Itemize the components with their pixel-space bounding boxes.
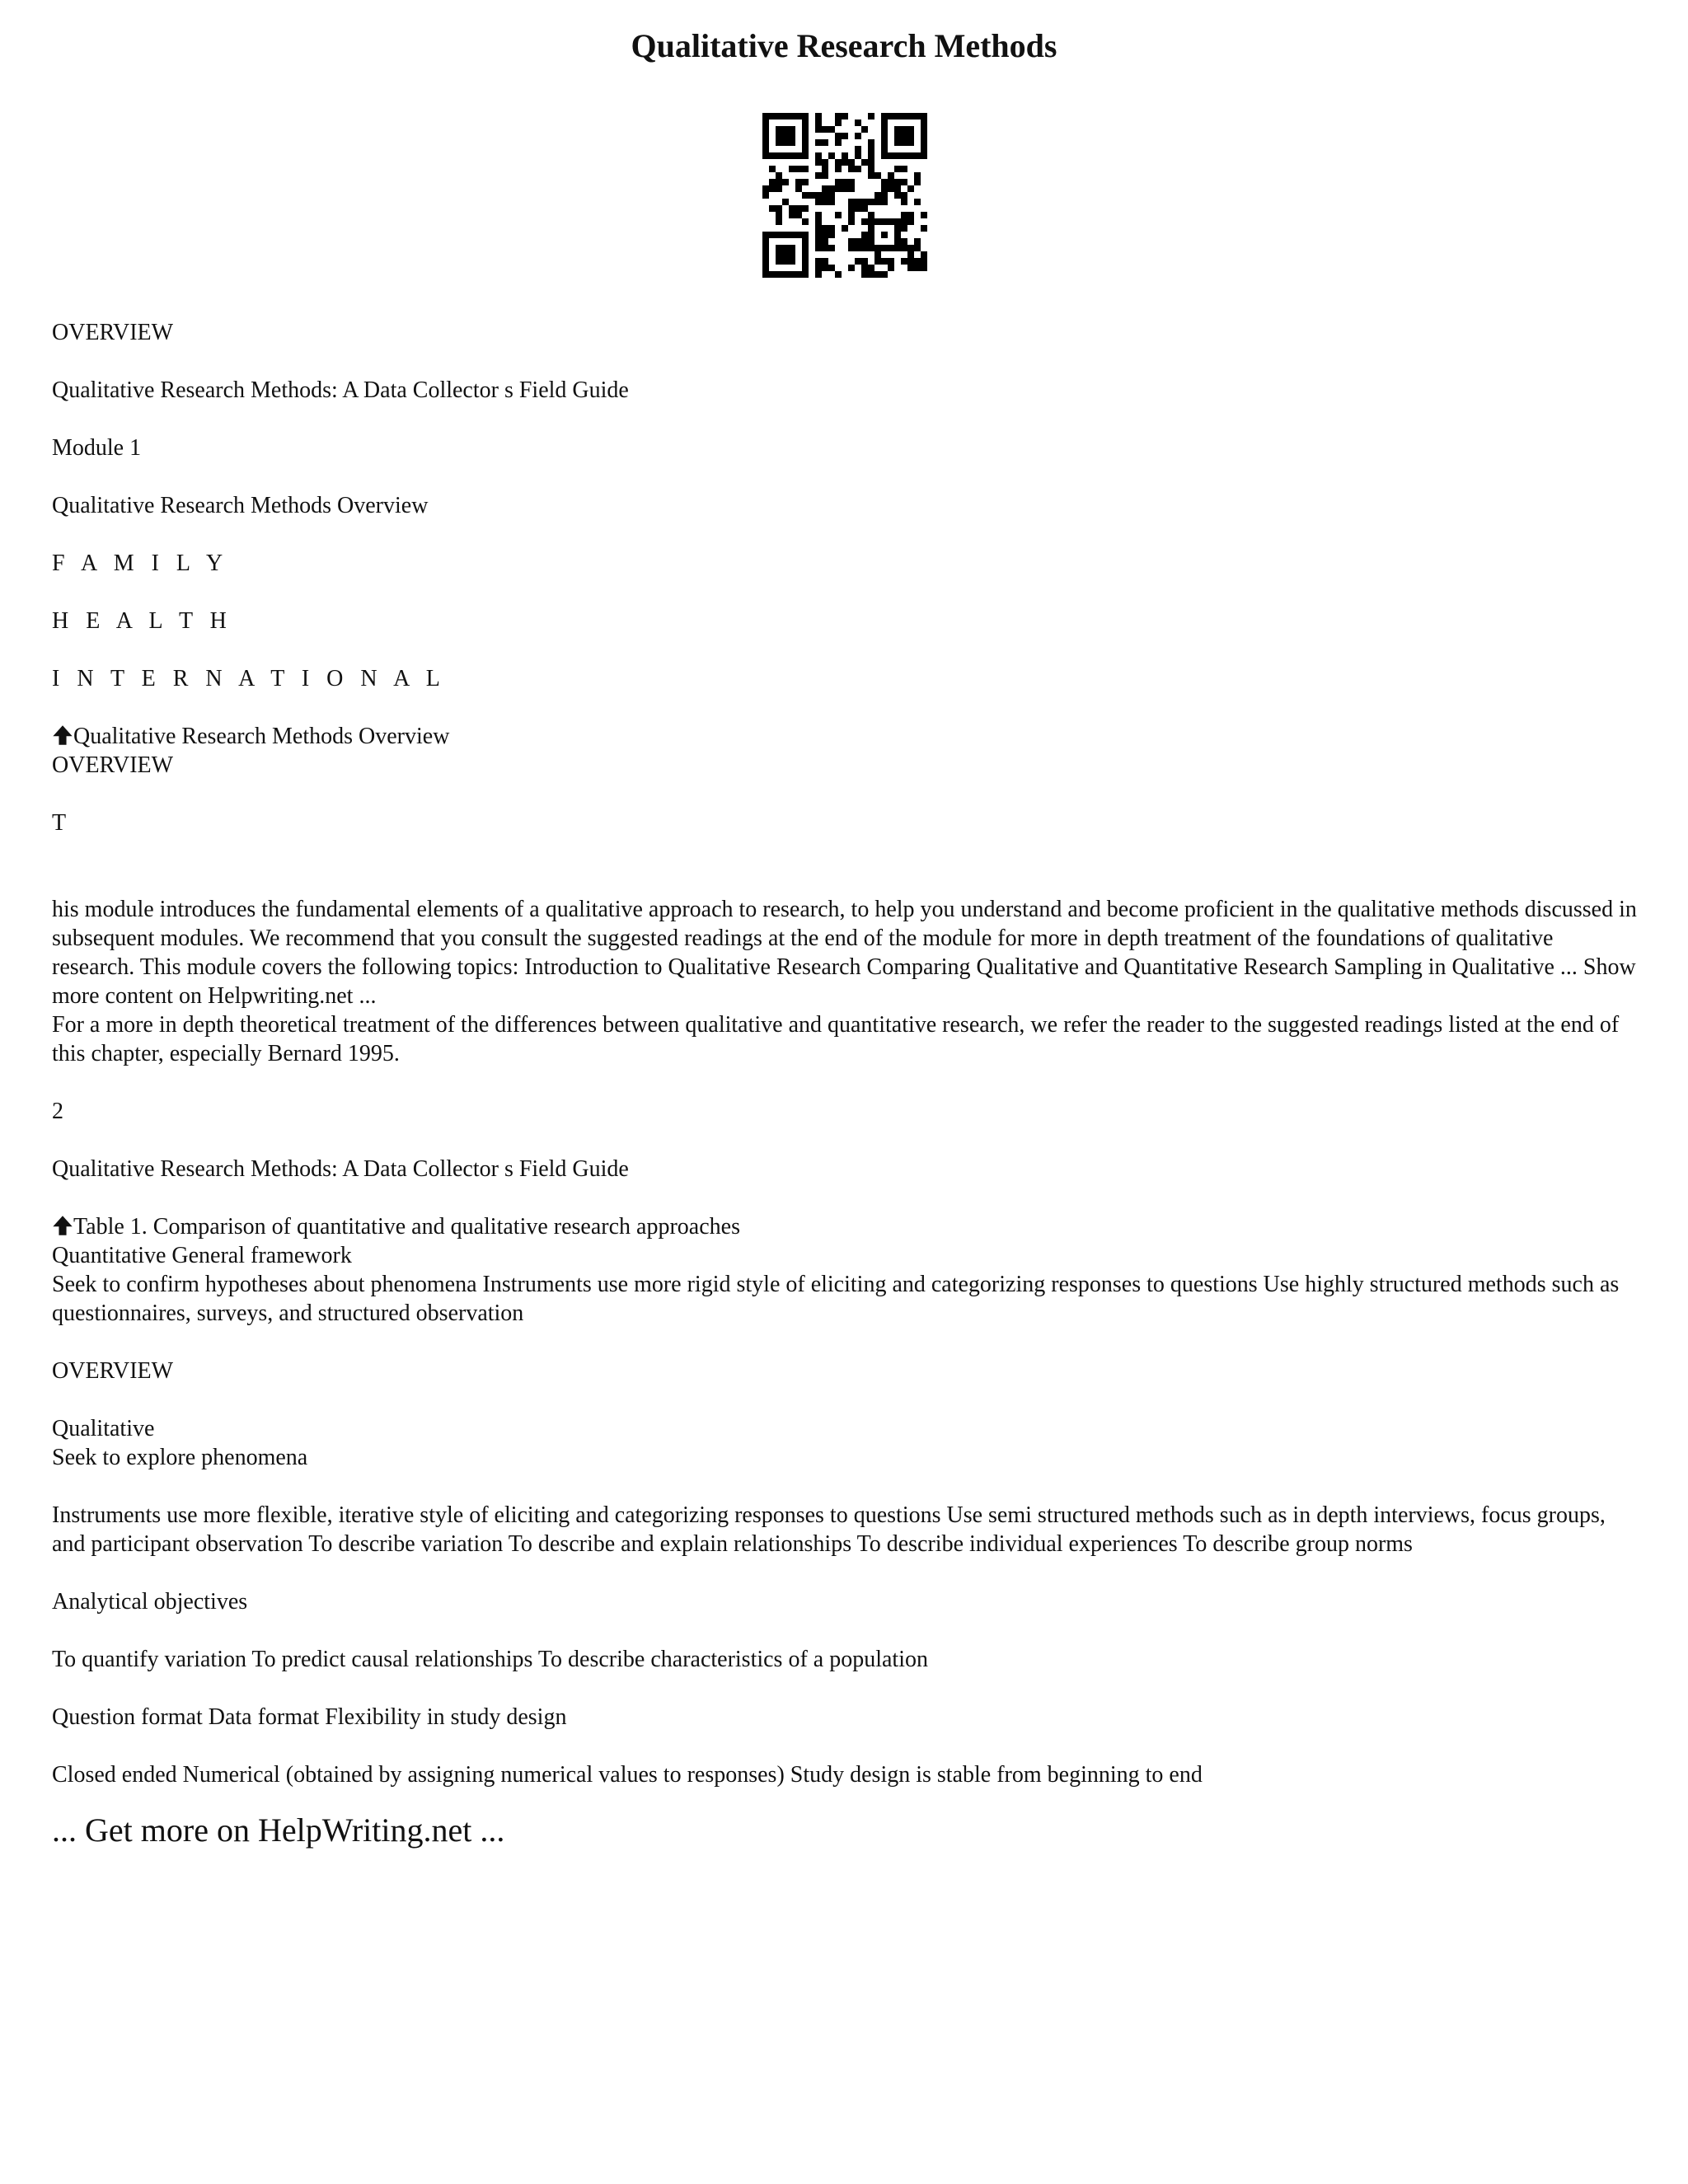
quantitative-framework: Quantitative General framework	[52, 1243, 352, 1268]
document-body	[52, 318, 1639, 1881]
guide-title: Qualitative Research Methods: A Data Collector s Field Guide	[52, 377, 629, 403]
module-number: Module 1	[52, 435, 142, 461]
overview-label-3: OVERVIEW	[52, 1358, 174, 1384]
formats-values: Closed ended Numerical (obtained by assigning numerical values to responses) Study design is stable from beginning to end	[52, 1762, 1203, 1788]
overview-label-2: OVERVIEW	[52, 752, 174, 778]
qr-code-icon	[762, 113, 927, 278]
overview-label: OVERVIEW	[52, 320, 174, 345]
spacer	[52, 866, 1639, 895]
qualitative-description: Instruments use more flexible, iterative style of eliciting and categorizing responses to questions Use semi structured methods such as in depth interviews, focus groups, and participant observation To describe variation To describe and explain relationships To describe individual experiences To describe group norms	[52, 1502, 1606, 1557]
get-more-link[interactable]: ... Get more on HelpWriting.net ...	[52, 1811, 505, 1849]
page-title: Qualitative Research Methods	[631, 27, 1057, 64]
module-title: Qualitative Research Methods Overview	[52, 493, 429, 518]
page-number: 2	[52, 1099, 63, 1124]
qualitative-label: Qualitative	[52, 1416, 155, 1441]
table-caption: Table 1. Comparison of quantitative and qualitative research approaches	[73, 1214, 740, 1240]
quantitative-description: Seek to confirm hypotheses about phenomena Instruments use more rigid style of eliciting and categorizing responses to questions Use highly structured methods such as questionnaires, surveys, and structured observation	[52, 1272, 1620, 1326]
table-caption-line	[52, 1212, 1639, 1241]
arrow-up-icon	[52, 724, 73, 746]
quantitative-objectives: To quantify variation To predict causal relationships To describe characteristics of a population	[52, 1647, 928, 1672]
spacer	[52, 1789, 1639, 1809]
health-heading: H E A L T H	[52, 608, 232, 634]
followup-paragraph: For a more in depth theoretical treatment of the differences between qualitative and quantitative research, we refer the reader to the suggested readings listed at the end of this chapter, especially Bernard 1995.	[52, 1012, 1620, 1066]
arrow-up-icon	[52, 1215, 73, 1236]
section-heading-line	[52, 722, 1639, 751]
international-heading: I N T E R N A T I O N A L	[52, 666, 446, 691]
analytical-objectives: Analytical objectives	[52, 1589, 248, 1615]
formats-row: Question format Data format Flexibility in study design	[52, 1704, 567, 1730]
dropcap-letter: T	[52, 810, 67, 836]
intro-paragraph: his module introduces the fundamental elements of a qualitative approach to research, to help you understand and become proficient in the qualitative methods discussed in subsequent modules. We recommend that you consult the suggested readings at the end of the module for more in depth treatment of the foundations of qualitative research. This module covers the following topics: Introduction to Qualitative Research Comparing Qualitative and Quantitative Research Sampling in Qualitative ... Show more content on Helpwriting.net ...	[52, 897, 1637, 1009]
family-heading: F A M I L Y	[52, 551, 229, 576]
qualitative-seek: Seek to explore phenomena	[52, 1445, 308, 1470]
section-heading: Qualitative Research Methods Overview	[73, 724, 450, 749]
qr-code-graphic	[762, 113, 927, 278]
guide-title-2: Qualitative Research Methods: A Data Collector s Field Guide	[52, 1156, 629, 1182]
